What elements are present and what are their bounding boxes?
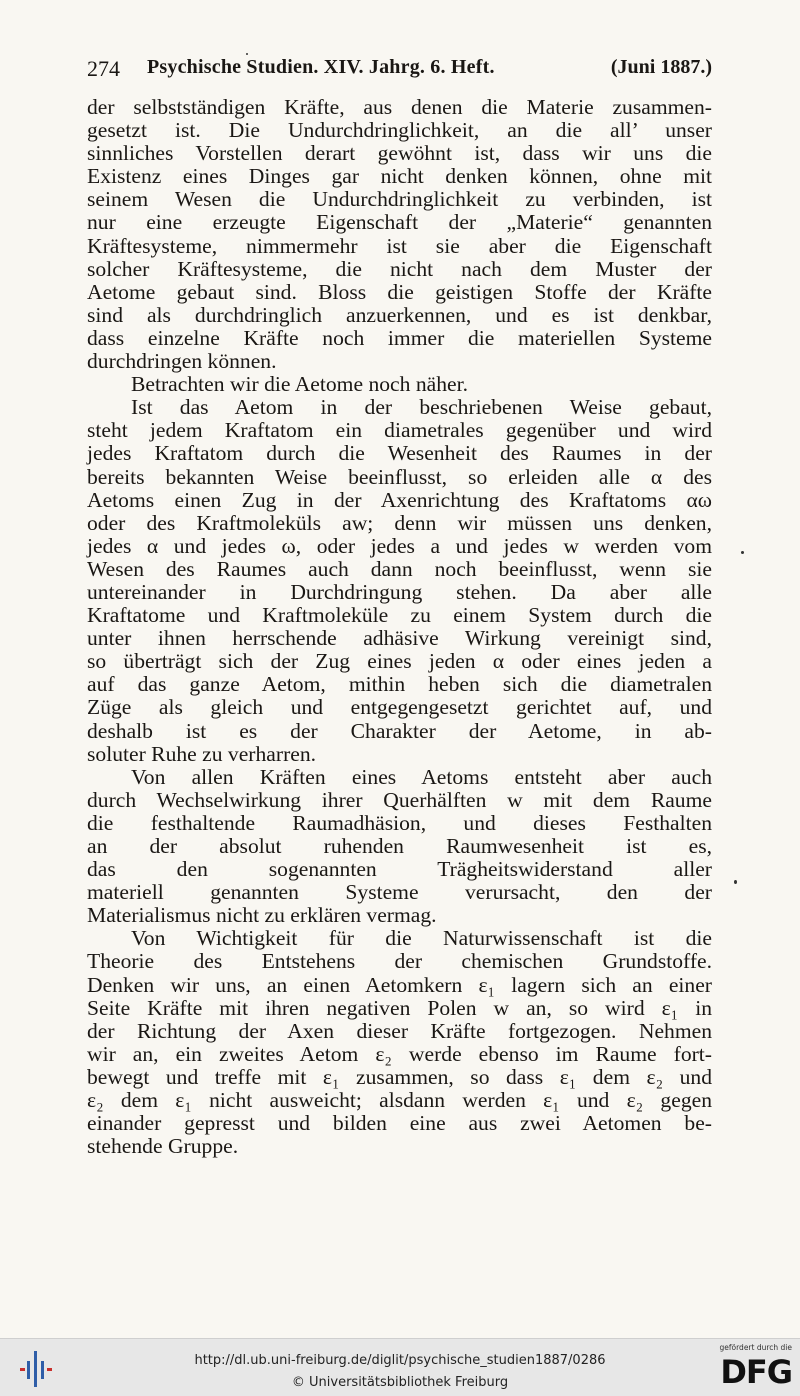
text-line: materiell genannten Systeme verursacht, den der [87, 880, 712, 905]
text-line: Kraftatome und Kraftmoleküle zu einem System durch die [87, 603, 712, 628]
text-line: gesetzt ist. Die Undurchdringlichkeit, an die all’ unser [87, 118, 712, 143]
text-line: Aetoms einen Zug in der Axenrichtung des Kraftatoms αω [87, 487, 712, 512]
funder-logo-text: DFG [720, 1353, 792, 1391]
text-line: untereinander in Durchdringung stehen. Da aber alle [87, 579, 712, 604]
text-line: der selbstständigen Kräfte, aus denen die Materie zusammen- [87, 95, 712, 119]
running-header [87, 56, 712, 84]
text-line: Wesen des Raumes auch dann noch beeinflusst, wenn sie [87, 556, 712, 581]
text-line: Aetome gebaut sind. Bloss die geistigen Stoffe der Kräfte [87, 279, 712, 304]
text-line: dass einzelne Kräfte noch immer die materiellen Systeme [87, 325, 712, 350]
text-line: wir an, ein zweites Aetom ε₂ werde ebenso im Raume fort- [87, 1041, 712, 1066]
funder-note: gefördert durch die [719, 1343, 792, 1352]
text-line: die festhaltende Raumadhäsion, und dieses Festhalten [87, 810, 712, 835]
text-line: Existenz eines Dinges gar nicht denken können, ohne mit [87, 164, 712, 189]
text-line: stehende Gruppe. [87, 1134, 239, 1159]
text-line: Ist das Aetom in der beschriebenen Weise gebaut, [131, 395, 712, 420]
body-text [87, 96, 712, 1158]
text-line: durch Wechselwirkung ihrer Querhälften w mit dem Raume [87, 787, 712, 812]
issue-date: (Juni 1887.) [610, 56, 712, 78]
ink-speck [246, 53, 248, 55]
text-line: Seite Kräfte mit ihren negativen Polen w an, so wird ε₁ in [87, 995, 712, 1020]
text-line: Von Wichtigkeit für die Naturwissenschaft ist die [131, 926, 712, 951]
text-line: Theorie des Entstehens der chemischen Grundstoffe. [87, 949, 712, 974]
text-line: an der absolut ruhenden Raumwesenheit ist es, [87, 834, 712, 858]
ink-speck [741, 551, 744, 554]
text-line: oder des Kraftmoleküls aw; denn wir müssen uns denken, [87, 510, 712, 535]
text-line: sinnliches Vorstellen derart gewöhnt ist, dass wir uns die [87, 141, 712, 166]
text-line: sind als durchdringlich anzuerkennen, und es ist denkbar, [87, 302, 712, 327]
text-line: solcher Kräftesysteme, die nicht nach dem Muster der [87, 256, 712, 281]
permalink-url[interactable]: http://dl.ub.uni-freiburg.de/diglit/psychische_studien1887/0286 [194, 1353, 606, 1368]
text-line: Materialismus nicht zu erklären vermag. [87, 903, 437, 928]
text-line: bewegt und treffe mit ε₁ zusammen, so dass ε₁ dem ε₂ und [87, 1064, 712, 1089]
text-line: das den sogenannten Trägheitswiderstand aller [87, 857, 712, 882]
text-line: jedes Kraftatom durch die Wesenheit des Raumes in der [87, 441, 712, 466]
text-line: nur eine erzeugte Eigenschaft der „Materie“ genannten [87, 210, 712, 235]
page-number: 274 [87, 56, 120, 81]
text-line: Züge als gleich und entgegengesetzt gerichtet auf, und [87, 695, 712, 720]
copyright-notice: © Universitätsbibliothek Freiburg [291, 1375, 509, 1390]
journal-title: Psychische Studien. XIV. Jahrg. 6. Heft. [147, 56, 495, 78]
text-line: seinem Wesen die Undurchdringlichkeit zu verbinden, ist [87, 187, 712, 212]
dfg-logo [702, 1343, 792, 1393]
text-line: so überträgt sich der Zug eines jeden α oder eines jeden a [87, 649, 712, 674]
text-line: steht jedem Kraftatom ein diametrales gegenüber und wird [87, 418, 712, 443]
text-line: Denken wir uns, an einen Aetomkern ε₁ lagern sich an einer [87, 972, 712, 997]
text-line: bereits bekannten Weise beeinflusst, so erleiden alle α des [87, 464, 712, 489]
text-line: durchdringen können. [87, 349, 277, 374]
text-line: deshalb ist es der Charakter der Aetome, in ab- [87, 718, 712, 743]
text-line: soluter Ruhe zu verharren. [87, 741, 317, 766]
text-line: jedes α und jedes ω, oder jedes a und jedes w werden vom [87, 533, 712, 558]
text-line: auf das ganze Aetom, mithin heben sich die diametralen [87, 672, 712, 697]
text-line: unter ihnen herrschende adhäsive Wirkung vereinigt sind, [87, 626, 712, 651]
text-line: ε₂ dem ε₁ nicht ausweicht; alsdann werden ε₁ und ε₂ gegen [87, 1088, 712, 1113]
text-line: einander gepresst und bilden eine aus zwei Aetomen be- [87, 1111, 712, 1136]
text-line: der Richtung der Axen dieser Kräfte fortgezogen. Nehmen [87, 1018, 712, 1043]
text-line: Kräftesysteme, nimmermehr ist sie aber die Eigenschaft [87, 233, 712, 258]
ink-speck [734, 880, 737, 884]
viewer-footer [0, 1338, 800, 1396]
text-line: Betrachten wir die Aetome noch näher. [131, 372, 468, 397]
text-line: Von allen Kräften eines Aetoms entsteht aber auch [131, 764, 712, 789]
